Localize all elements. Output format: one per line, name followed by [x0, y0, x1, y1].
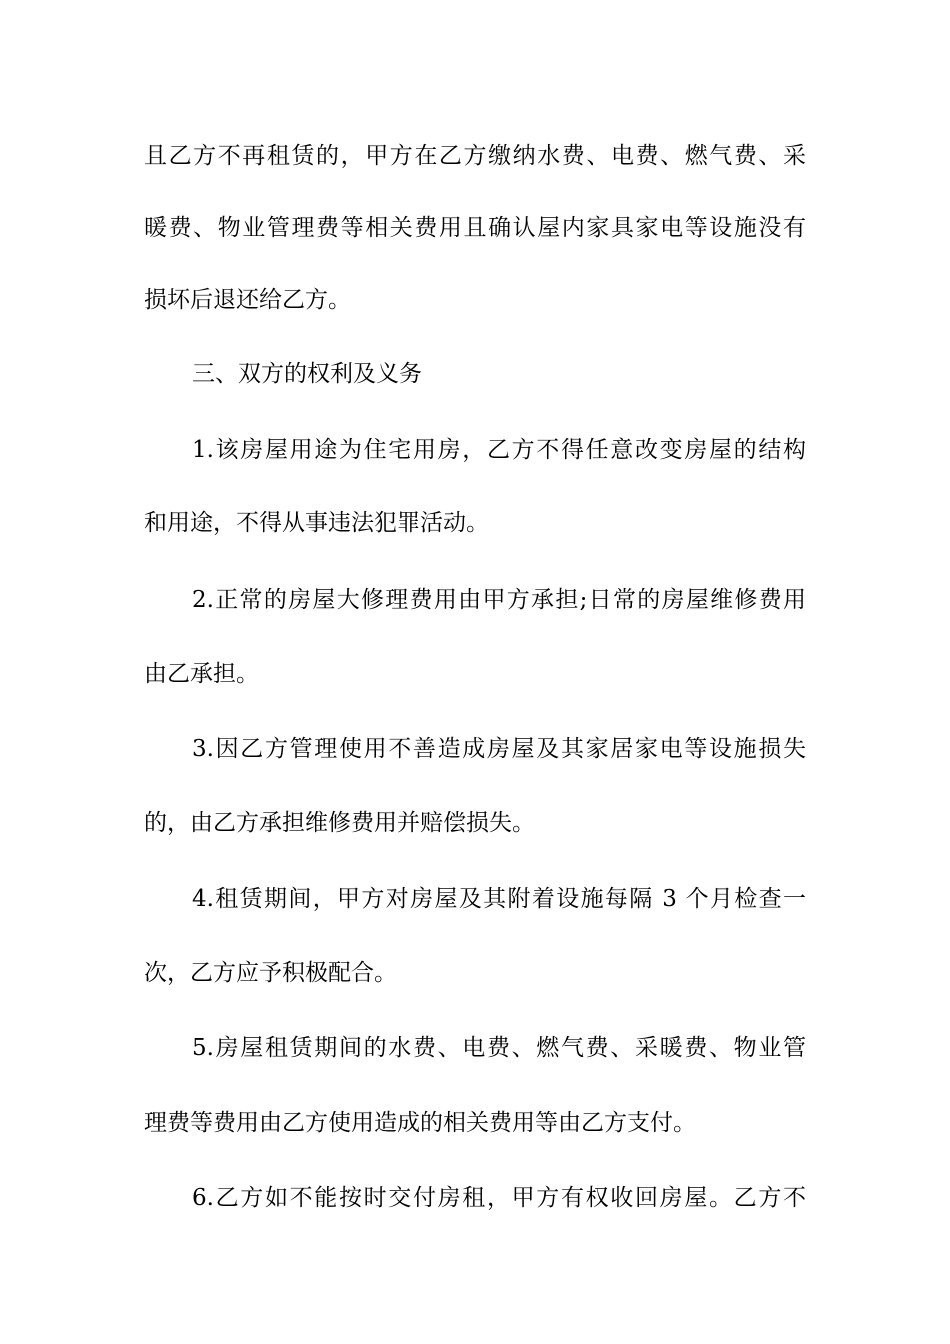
list-item-line: 3.因乙方管理使用不善造成房屋及其家居家电等设施损失: [192, 736, 806, 762]
list-item-line: 的，由乙方承担维修费用并赔偿损失。: [144, 810, 535, 836]
list-item-line: 1.该房屋用途为住宅用房，乙方不得任意改变房屋的结构: [192, 437, 806, 463]
list-item-line: 5.房屋租赁期间的水费、电费、燃气费、采暖费、物业管: [192, 1035, 806, 1061]
list-item-line: 次，乙方应予积极配合。: [144, 960, 397, 986]
paragraph-line: 损坏后退还给乙方。: [144, 287, 351, 313]
list-item-line: 由乙承担。: [144, 661, 259, 687]
list-item-line: 理费等费用由乙方使用造成的相关费用等由乙方支付。: [144, 1110, 696, 1136]
list-item-line: 2.正常的房屋大修理费用由甲方承担;日常的房屋维修费用: [192, 587, 806, 613]
list-item-line: 6.乙方如不能按时交付房租，甲方有权收回房屋。乙方不: [192, 1185, 806, 1211]
section-heading: 三、双方的权利及义务: [192, 361, 422, 387]
paragraph-line: 且乙方不再租赁的，甲方在乙方缴纳水费、电费、燃气费、采: [144, 143, 806, 169]
paragraph-line: 暖费、物业管理费等相关费用且确认屋内家具家电等设施没有: [144, 215, 806, 241]
list-item-line: 4.租赁期间，甲方对房屋及其附着设施每隔 3 个月检查一: [192, 886, 806, 912]
list-item-line: 和用途，不得从事违法犯罪活动。: [144, 510, 489, 536]
